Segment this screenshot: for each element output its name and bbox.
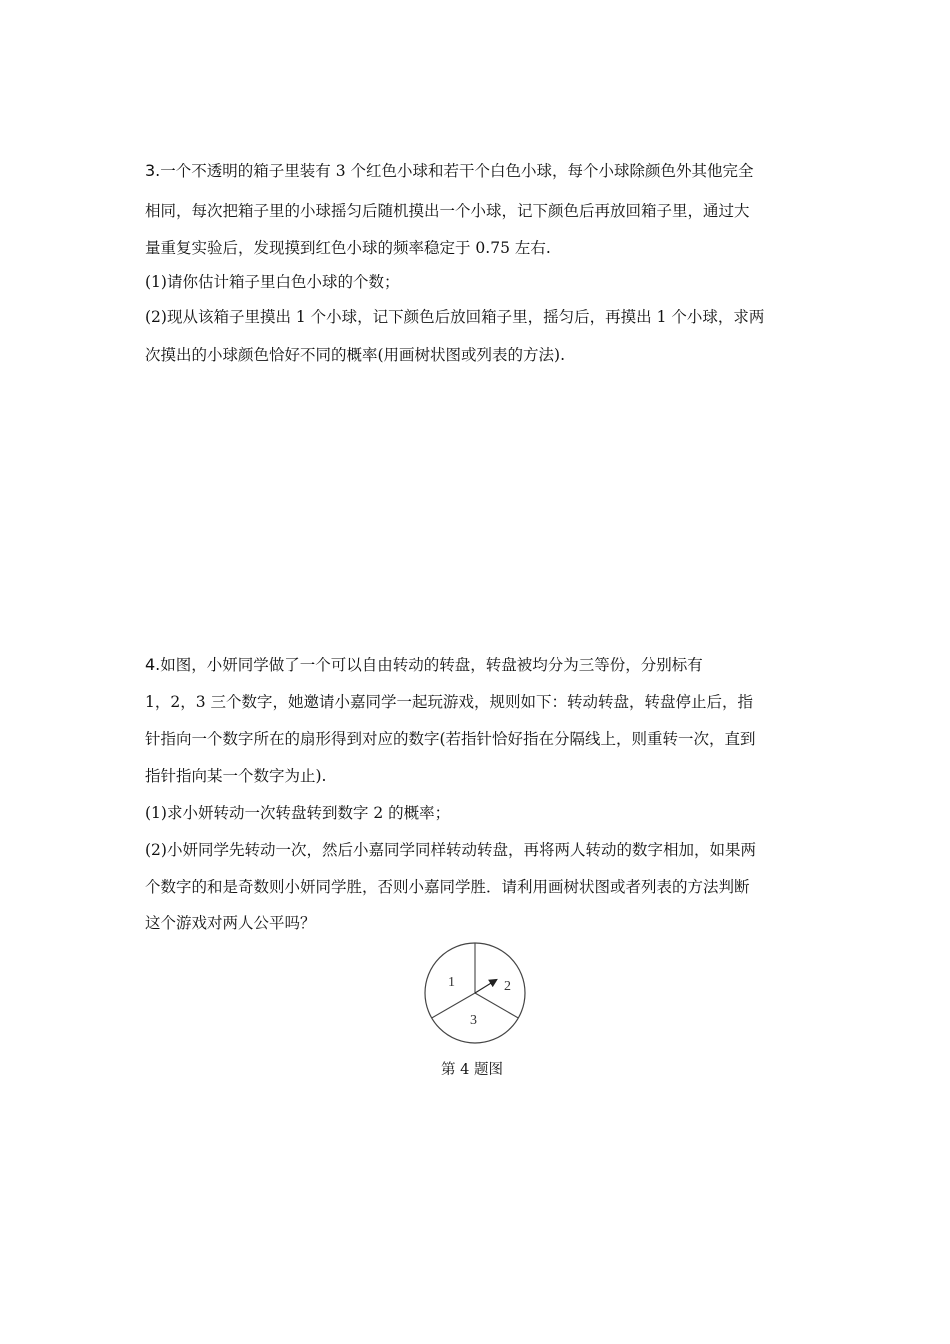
q4-part-2-line-1: (2)小妍同学先转动一次，然后小嘉同学同样转动转盘，再将两人转动的数字相加，如果两 — [145, 841, 756, 859]
q4-line-2: 1，2，3 三个数字，她邀请小嘉同学一起玩游戏，规则如下：转动转盘，转盘停止后，指 — [145, 693, 754, 711]
q4-part-1: (1)求小妍转动一次转盘转到数字 2 的概率； — [145, 804, 451, 822]
q4-number: 4. — [145, 655, 161, 674]
q3-line-3: 量重复实验后，发现摸到红色小球的频率稳定于 0.75 左右. — [145, 239, 551, 257]
sector-label-1: 1 — [448, 975, 455, 990]
divider-line-right — [475, 993, 518, 1018]
q3-part-1: (1)请你估计箱子里白色小球的个数； — [145, 273, 400, 291]
pointer-arrow-icon — [475, 980, 496, 993]
q3-line-1: 3.一个不透明的箱子里装有 3 个红色小球和若干个白色小球，每个小球除颜色外其他完全 — [145, 161, 754, 180]
q3-part-2-line-2: 次摸出的小球颜色恰好不同的概率(用画树状图或列表的方法). — [145, 346, 566, 364]
sector-label-2: 2 — [504, 979, 511, 994]
q4-line-3: 针指向一个数字所在的扇形得到对应的数字(若指针恰好指在分隔线上，则重转一次，直到 — [145, 730, 756, 748]
q4-line-1: 4.如图，小妍同学做了一个可以自由转动的转盘，转盘被均分为三等份，分别标有 — [145, 655, 703, 674]
divider-line-left — [432, 993, 475, 1018]
q4-part-2-line-3: 这个游戏对两人公平吗？ — [145, 914, 316, 932]
spinner-diagram — [420, 940, 535, 1050]
q4-part-2-line-2: 个数字的和是奇数则小妍同学胜，否则小嘉同学胜．请利用画树状图或者列表的方法判断 — [145, 878, 750, 896]
q3-part-2-line-1: (2)现从该箱子里摸出 1 个小球，记下颜色后放回箱子里，摇匀后，再摸出 1 个小球，求两 — [145, 308, 765, 326]
sector-label-3: 3 — [470, 1013, 477, 1028]
figure-caption: 第 4 题图 — [441, 1062, 503, 1078]
q3-number: 3. — [145, 161, 161, 180]
q3-line-2: 相同，每次把箱子里的小球摇匀后随机摸出一个小球，记下颜色后再放回箱子里，通过大 — [145, 202, 750, 220]
q4-line-4: 指针指向某一个数字为止). — [145, 767, 327, 785]
